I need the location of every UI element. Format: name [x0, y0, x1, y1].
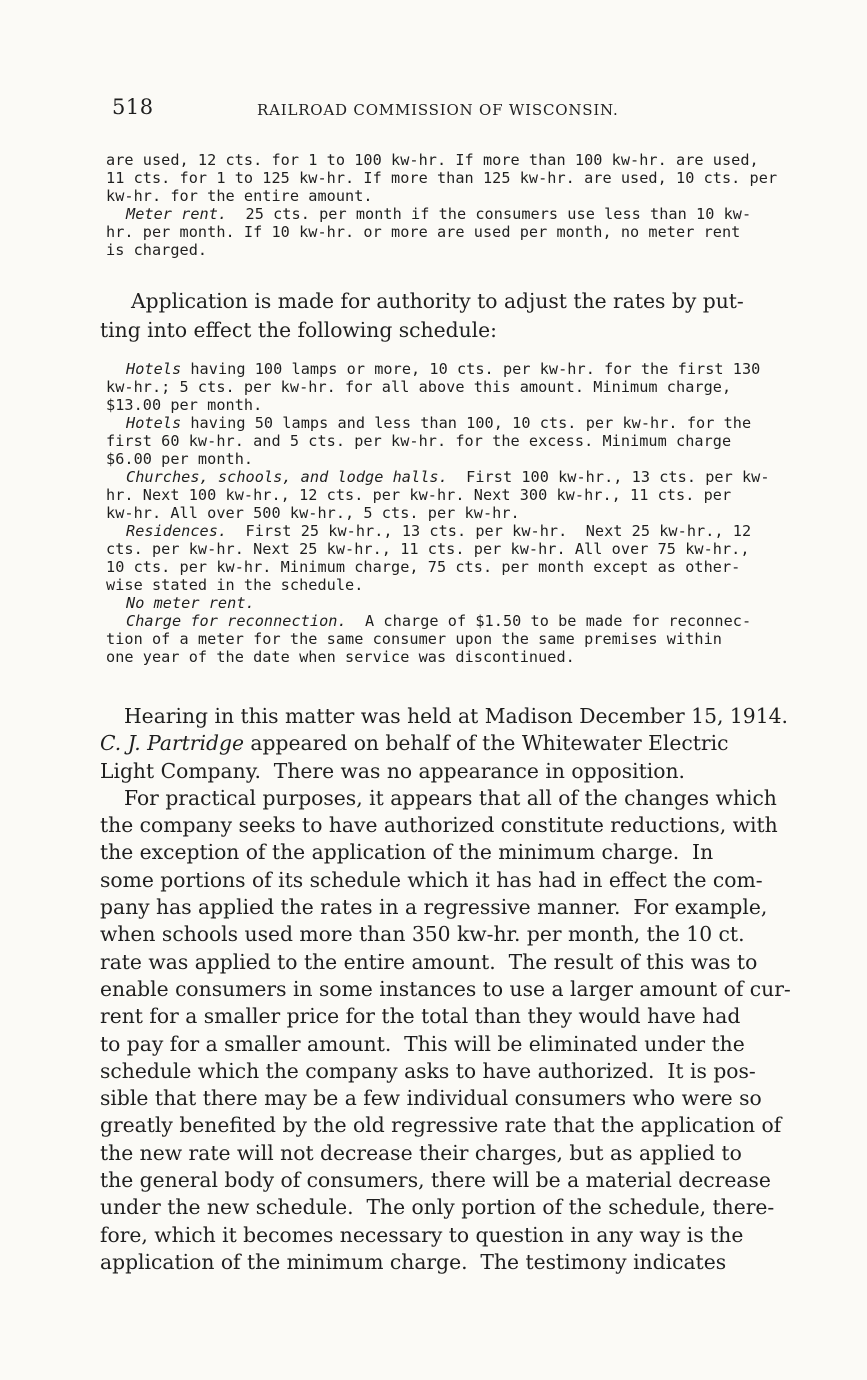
hearing-line: Hearing in this matter was held at Madison December 15, 1914.: [124, 704, 788, 728]
rate-line: kw-hr. for the entire amount.: [106, 187, 373, 205]
counsel-name: C. J. Partridge: [100, 731, 244, 756]
meter-rent-text: 25 cts. per month if the consumers use less than 10 kw-: [227, 205, 752, 223]
body-line: greatly benefited by the old regressive rate that the application of: [100, 1113, 782, 1138]
hearing-paragraph: [100, 703, 788, 785]
schedule-item-churches: [106, 468, 770, 486]
reconnection-label: Charge for reconnection.: [126, 612, 347, 630]
body-line: pany has applied the rates in a regressive manner. For example,: [100, 895, 768, 920]
schedule-text: First 100 kw-hr., 13 cts. per kw-: [447, 468, 770, 486]
rate-continuation-block: [106, 151, 778, 259]
body-line: rate was applied to the entire amount. The result of this was to: [100, 949, 758, 974]
meter-rent-line: hr. per month. If 10 kw-hr. or more are used per month, no meter rent: [106, 223, 741, 241]
meter-rent-line: [106, 205, 764, 223]
schedule-item-residences: [106, 522, 764, 540]
rate-line: 11 cts. for 1 to 125 kw-hr. If more than 125 kw-hr. are used, 10 cts. per: [106, 169, 778, 187]
body-line: sible that there may be a few individual consumers who were so: [100, 1086, 762, 1111]
schedule-text: having 100 lamps or more, 10 cts. per kw-hr. for the first 130: [181, 360, 761, 378]
hotels-label: Hotels: [126, 414, 182, 432]
schedule-item-hotels-50: [106, 414, 764, 432]
body-text: [100, 703, 791, 1276]
body-line: For practical purposes, it appears that all of the changes which: [124, 785, 777, 810]
body-line: schedule which the company asks to have authorized. It is pos-: [100, 1058, 756, 1083]
churches-label: Churches, schools, and lodge halls.: [126, 468, 448, 486]
schedule-item-reconnection: [106, 612, 764, 630]
hotels-label: Hotels: [126, 360, 182, 378]
hearing-line: Light Company. There was no appearance in opposition.: [100, 758, 685, 783]
page-number: 518: [112, 95, 154, 119]
schedule-text: A charge of $1.50 to be made for reconnec-: [346, 612, 752, 630]
body-line: enable consumers in some instances to use a larger amount of cur-: [100, 976, 791, 1001]
body-line: to pay for a smaller amount. This will be eliminated under the: [100, 1031, 745, 1056]
schedule-item-hotels-100: [106, 360, 764, 378]
application-line: Application is made for authority to adjust the rates by put-: [131, 289, 744, 313]
meter-rent-line: is charged.: [106, 241, 208, 259]
schedule-line: cts. per kw-hr. Next 25 kw-hr., 11 cts. per kw-hr. All over 75 kw-hr.,: [106, 540, 750, 558]
body-line: rent for a smaller price for the total than they would have had: [100, 1004, 741, 1029]
hearing-line: [100, 730, 760, 757]
schedule-line: wise stated in the schedule.: [106, 576, 364, 594]
schedule-line: hr. Next 100 kw-hr., 12 cts. per kw-hr. Next 300 kw-hr., 11 cts. per: [106, 486, 732, 504]
running-head: RAILROAD COMMISSION OF WISCONSIN.: [257, 101, 619, 119]
schedule-line: one year of the date when service was discontinued.: [106, 648, 575, 666]
schedule-line: tion of a meter for the same consumer upon the same premises within: [106, 630, 722, 648]
schedule-line: first 60 kw-hr. and 5 cts. per kw-hr. for the excess. Minimum charge: [106, 432, 732, 450]
no-meter-rent: No meter rent.: [126, 594, 255, 612]
body-line: the exception of the application of the minimum charge. In: [100, 840, 714, 865]
body-line: fore, which it becomes necessary to question in any way is the: [100, 1222, 744, 1247]
rate-line: are used, 12 cts. for 1 to 100 kw-hr. If more than 100 kw-hr. are used,: [106, 151, 759, 169]
schedule-line: $13.00 per month.: [106, 396, 263, 414]
body-line: the company seeks to have authorized constitute reductions, with: [100, 813, 778, 838]
hearing-text: appeared on behalf of the Whitewater Electric: [243, 731, 729, 756]
schedule-text: having 50 lamps and less than 100, 10 cts. per kw-hr. for the: [181, 414, 752, 432]
schedule-line: 10 cts. per kw-hr. Minimum charge, 75 cts. per month except as other-: [106, 558, 741, 576]
schedule-line: kw-hr. All over 500 kw-hr., 5 cts. per kw-hr.: [106, 504, 520, 522]
application-line: ting into effect the following schedule:: [100, 318, 497, 342]
schedule-line: $6.00 per month.: [106, 450, 254, 468]
body-line: under the new schedule. The only portion of the schedule, there-: [100, 1195, 775, 1220]
body-line: some portions of its schedule which it has had in effect the com-: [100, 867, 763, 892]
meter-rent-label: Meter rent.: [126, 205, 228, 223]
schedule-text: First 25 kw-hr., 13 cts. per kw-hr. Next 25 kw-hr., 12: [227, 522, 752, 540]
body-line: the general body of consumers, there will be a material decrease: [100, 1168, 771, 1193]
residences-label: Residences.: [126, 522, 228, 540]
schedule-line: kw-hr.; 5 cts. per kw-hr. for all above this amount. Minimum charge,: [106, 378, 732, 396]
practical-paragraph: [100, 785, 791, 1276]
application-paragraph: [100, 287, 760, 345]
body-line: when schools used more than 350 kw-hr. per month, the 10 ct.: [100, 922, 745, 947]
page-header: [112, 95, 632, 125]
body-line: application of the minimum charge. The testimony indicates: [100, 1249, 727, 1274]
proposed-schedule: [106, 360, 770, 666]
body-line: the new rate will not decrease their charges, but as applied to: [100, 1140, 742, 1165]
